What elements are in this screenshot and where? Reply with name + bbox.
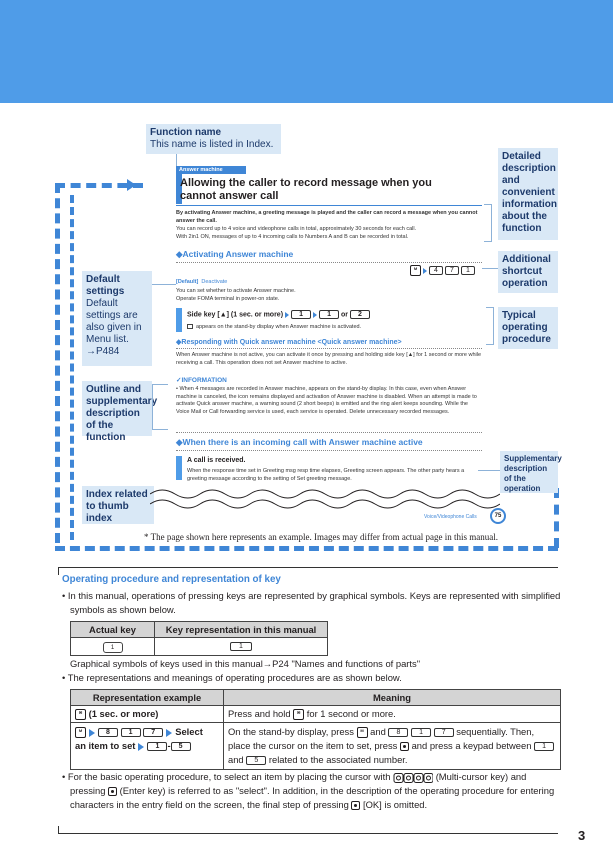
callout-shortcut-text: Additional shortcut operation (502, 254, 551, 289)
procedure-table-header: Meaning (224, 690, 561, 706)
key-table (70, 621, 328, 656)
step1-prefix: Side key [ (187, 311, 220, 319)
row2-line2: an item to set (75, 740, 136, 752)
key-box: 7 (445, 266, 459, 275)
arrow-icon (313, 312, 317, 318)
bracket (484, 204, 492, 242)
callout-outline (82, 381, 158, 443)
key-box: 1 (230, 642, 252, 651)
menu-key-icon: M (75, 727, 86, 738)
sample-info-label: ✓INFORMATION (176, 377, 227, 384)
sample-step2-text: When the response time set in Greeting msg resp time elapses, Greeting screen appears. The other party hears a greeting message according to the setting of Set greeting message. (187, 468, 465, 482)
sample-sub-heading: ◆Responding with Quick answer machine <Quick answer machine> (176, 339, 402, 346)
key-table-cell (71, 638, 155, 656)
frame-left-dash (55, 183, 60, 543)
sample-caption: * The page shown here represents an example. Images may differ from actual page in this manual. (144, 532, 499, 542)
arrow-icon (423, 268, 427, 274)
sample-shortcut-keys (410, 265, 475, 276)
info-label-text: INFORMATION (181, 377, 227, 384)
mail-key-icon: ✉ (293, 709, 304, 720)
procedure-cell (224, 723, 561, 770)
procedure-table-header: Representation example (71, 690, 224, 706)
lower-bullet2: • The representations and meanings of operating procedures are as shown below. (62, 672, 402, 683)
sample-intro: By activating Answer machine, a greeting message is played and the caller can record a message when you cannot answer the call. (176, 210, 478, 224)
arrow-icon (89, 729, 95, 737)
key-table-cell (155, 638, 328, 656)
key-box: 1 (461, 266, 475, 275)
procedure-cell (71, 706, 224, 723)
sample-bullet-list (176, 226, 482, 241)
row2-right-d: related to the associated number. (268, 754, 408, 766)
callout-index-text: Index related to thumb index (86, 489, 148, 524)
step1-or: or (341, 311, 348, 319)
menu-key-icon: M (357, 727, 368, 738)
sample-sub-heading-text: Responding with Quick answer machine <Quick answer machine> (181, 339, 402, 346)
key-table-header: Actual key (71, 622, 155, 638)
lower-bullet3: • For the basic operating procedure, to select an item by placing the cursor with (Multi-cursor key) and pressing (Enter key) is referred to as "select". In addition, in the description of the operating procedure for entering characters in the entry field on the screen, the final step of pressing [OK] is omitted. (62, 771, 555, 810)
sample-page-number: 75 (490, 508, 506, 524)
key-box: 7 (143, 728, 163, 737)
callout-detailed (498, 148, 558, 240)
key-box: 1 (534, 742, 554, 751)
callout-outline-text: Outline and supplementary description of the function (86, 384, 158, 443)
leader-line (482, 268, 498, 269)
divider (176, 348, 482, 349)
row2-right-and2: and (228, 754, 244, 766)
procedure-cell: M 8 1 7 Select an item to set 1 - 5 (71, 723, 224, 770)
callout-detailed-text: Detailed description and convenient information about the function (502, 151, 557, 234)
header-band (0, 0, 613, 103)
row2-right-b: sequentially. Then, place the cursor on the item to set, press (228, 726, 535, 752)
bracket (152, 384, 168, 430)
callout-function-name (146, 124, 281, 154)
bullet3-d: [OK] is omitted. (363, 799, 428, 810)
divider (176, 450, 482, 451)
lower-bullet2-text: The representations and meanings of operating procedures are as shown below. (67, 672, 402, 683)
sample-section1-text: Activating Answer machine (182, 249, 294, 259)
arrow-icon (166, 729, 172, 737)
sample-bullet: You can record up to 4 voice and videophone calls in total, approximately 30 seconds for each call. (176, 226, 417, 232)
callout-supplementary (500, 451, 562, 493)
sample-footer-label: Voice/Videophone Calls (424, 514, 477, 520)
step-number-bar (176, 456, 182, 480)
sample-default-line: You can set whether to activate Answer machine. (176, 288, 296, 294)
row2-right-c: and press a keypad between (411, 740, 532, 752)
sample-title: Allowing the caller to record message when you cannot answer call (180, 177, 432, 202)
callout-default-title: Default settings (86, 274, 125, 297)
sample-default-label: [Default] (176, 279, 199, 285)
actual-key-icon: 1 (103, 642, 123, 653)
sample-quick-text: When Answer machine is not active, you can activate it once by pressing and holding side key [▲] for 1 second or more while receiving a call. This operation does not set Answer machine to active. (176, 352, 482, 366)
answer-machine-icon (187, 324, 193, 329)
multi-cursor-key-icon (393, 773, 433, 783)
page-number: 3 (578, 828, 586, 843)
key-box: 1 (411, 728, 431, 737)
key-box: 1 (291, 310, 311, 319)
arrow-icon (285, 312, 289, 318)
key-box: 8 (98, 728, 118, 737)
sample-section2-text: When there is an incoming call with Answer machine active (182, 437, 423, 447)
sample-tab-label: Answer machine (176, 166, 246, 174)
key-box: 5 (246, 756, 266, 765)
callout-typical-text: Typical operating procedure (502, 310, 551, 345)
callout-default (82, 271, 152, 366)
frame-inner-dash (70, 195, 74, 540)
sample-title-rule (176, 205, 482, 206)
lower-bullet1: • In this manual, operations of pressing keys are represented by graphical symbols. Keys are represented with simplified symbols as shown below. (62, 590, 561, 615)
lower-heading: Operating procedure and representation of key (62, 574, 281, 585)
sample-step1: Side key [▲] (1 sec. or more) 1 1 or 2 (187, 310, 370, 319)
procedure-cell (224, 706, 561, 723)
sample-default-bullet: Operate FOMA terminal in power-on state. (176, 296, 280, 302)
divider (176, 432, 482, 433)
key-box: 1 (121, 728, 141, 737)
sample-step1-note (187, 324, 477, 332)
mail-key-icon: ✉ (75, 709, 86, 720)
callout-default-sub: Default settings are also given in Menu list. →P484 (86, 298, 142, 357)
callout-function-name-title: Function name (150, 127, 222, 138)
enter-key-icon (400, 742, 409, 751)
row1-right-b: for 1 second or more. (306, 708, 396, 719)
sample-info-text: • When 4 messages are recorded in Answer machine, appears on the stand-by display. In this case, even when Answer machine is canceled, the icon remains displayed and activation of Answer machine is disabled. When an attempt is made to activate Quick answer machine, a warning sound (2 short beeps) is emitted and the ring alert keeps sounding. While the Voice Mail or Call forwarding service is used, each service is operated. Delete unnecessary recorded messages. (176, 386, 477, 415)
key-table-header: Key representation in this manual (155, 622, 328, 638)
key-box: 1 (319, 310, 339, 319)
bracket (486, 307, 494, 345)
key-box: 1 (147, 742, 167, 751)
step1-suffix: ] (1 sec. or more) (226, 311, 284, 319)
bullet3-a: For the basic operating procedure, to select an item by placing the cursor with (67, 771, 391, 782)
key-box: 7 (434, 728, 454, 737)
step-number-bar (176, 308, 182, 332)
callout-function-name-sub: This name is listed in Index. (150, 139, 274, 150)
key-box: 5 (171, 742, 191, 751)
enter-key-icon (108, 787, 117, 796)
frame-arrow-icon (127, 179, 136, 191)
bullet3-c: (Enter key) is referred to as "select". In addition, in the description of the operating procedure for entering characters in the entry field on the screen, the final step of pressing (70, 785, 555, 810)
enter-key-icon (351, 801, 360, 810)
sample-default-value: Deactivate (201, 279, 228, 285)
bullet3-b: (Multi-cursor key) and pressing (70, 771, 527, 796)
lower-graphical-note: Graphical symbols of keys used in this manual→P24 "Names and functions of parts" (70, 658, 421, 669)
key-box: 8 (388, 728, 408, 737)
lower-bullet1-text: In this manual, operations of pressing keys are represented by graphical symbols. Keys are represented with simplified symbols as shown below. (67, 590, 561, 615)
key-box: 2 (350, 310, 370, 319)
arrow-icon (138, 743, 144, 751)
callout-shortcut (498, 251, 558, 293)
row2-right-a: On the stand-by display, press (228, 726, 354, 738)
callout-typical (498, 307, 558, 349)
frame-bottom-dash (55, 546, 558, 551)
callout-index (82, 486, 154, 524)
procedure-table (70, 689, 561, 770)
page-tear-wave (150, 484, 500, 514)
sample-section1-heading: ◆Activating Answer machine (176, 249, 294, 259)
callout-supplementary-text: Supplementary description of the operation (504, 454, 562, 493)
row2-right-and: and (370, 726, 386, 738)
frame-right-dash (554, 488, 559, 548)
leader-line (152, 284, 176, 285)
leader-line (176, 154, 177, 166)
sample-bullet: With 2in1 ON, messages of up to 4 incoming calls to Numbers A and B can be recorded in total. (176, 233, 409, 240)
menu-key-icon: M (410, 265, 421, 276)
divider (176, 262, 482, 263)
row1-right-a: Press and hold (228, 708, 291, 719)
section-rule-bottom (58, 826, 558, 834)
info-text: When 4 messages are recorded in Answer machine, appears on the stand-by display. In this case, even when Answer machine is canceled, the icon remains displayed and activation of Answer machine is disabled. When an attempt is made to activate Quick answer machine, a warning sound (2 short beeps) is emitted and the ring alert keeps sounding. While the Voice Mail or Call forwarding service is used, each service is operated. Delete unnecessary recorded messages. (176, 386, 477, 415)
sample-default (176, 279, 326, 287)
key-box: 4 (429, 266, 443, 275)
step1-note-text: appears on the stand-by display when Answer machine is activated. (196, 324, 362, 330)
sample-step2-title: A call is received. (187, 457, 246, 464)
row1-left-text: (1 sec. or more) (88, 708, 159, 719)
row2-select: Select (175, 726, 203, 738)
sample-section2-heading: ◆When there is an incoming call with Answer machine active (176, 437, 423, 447)
